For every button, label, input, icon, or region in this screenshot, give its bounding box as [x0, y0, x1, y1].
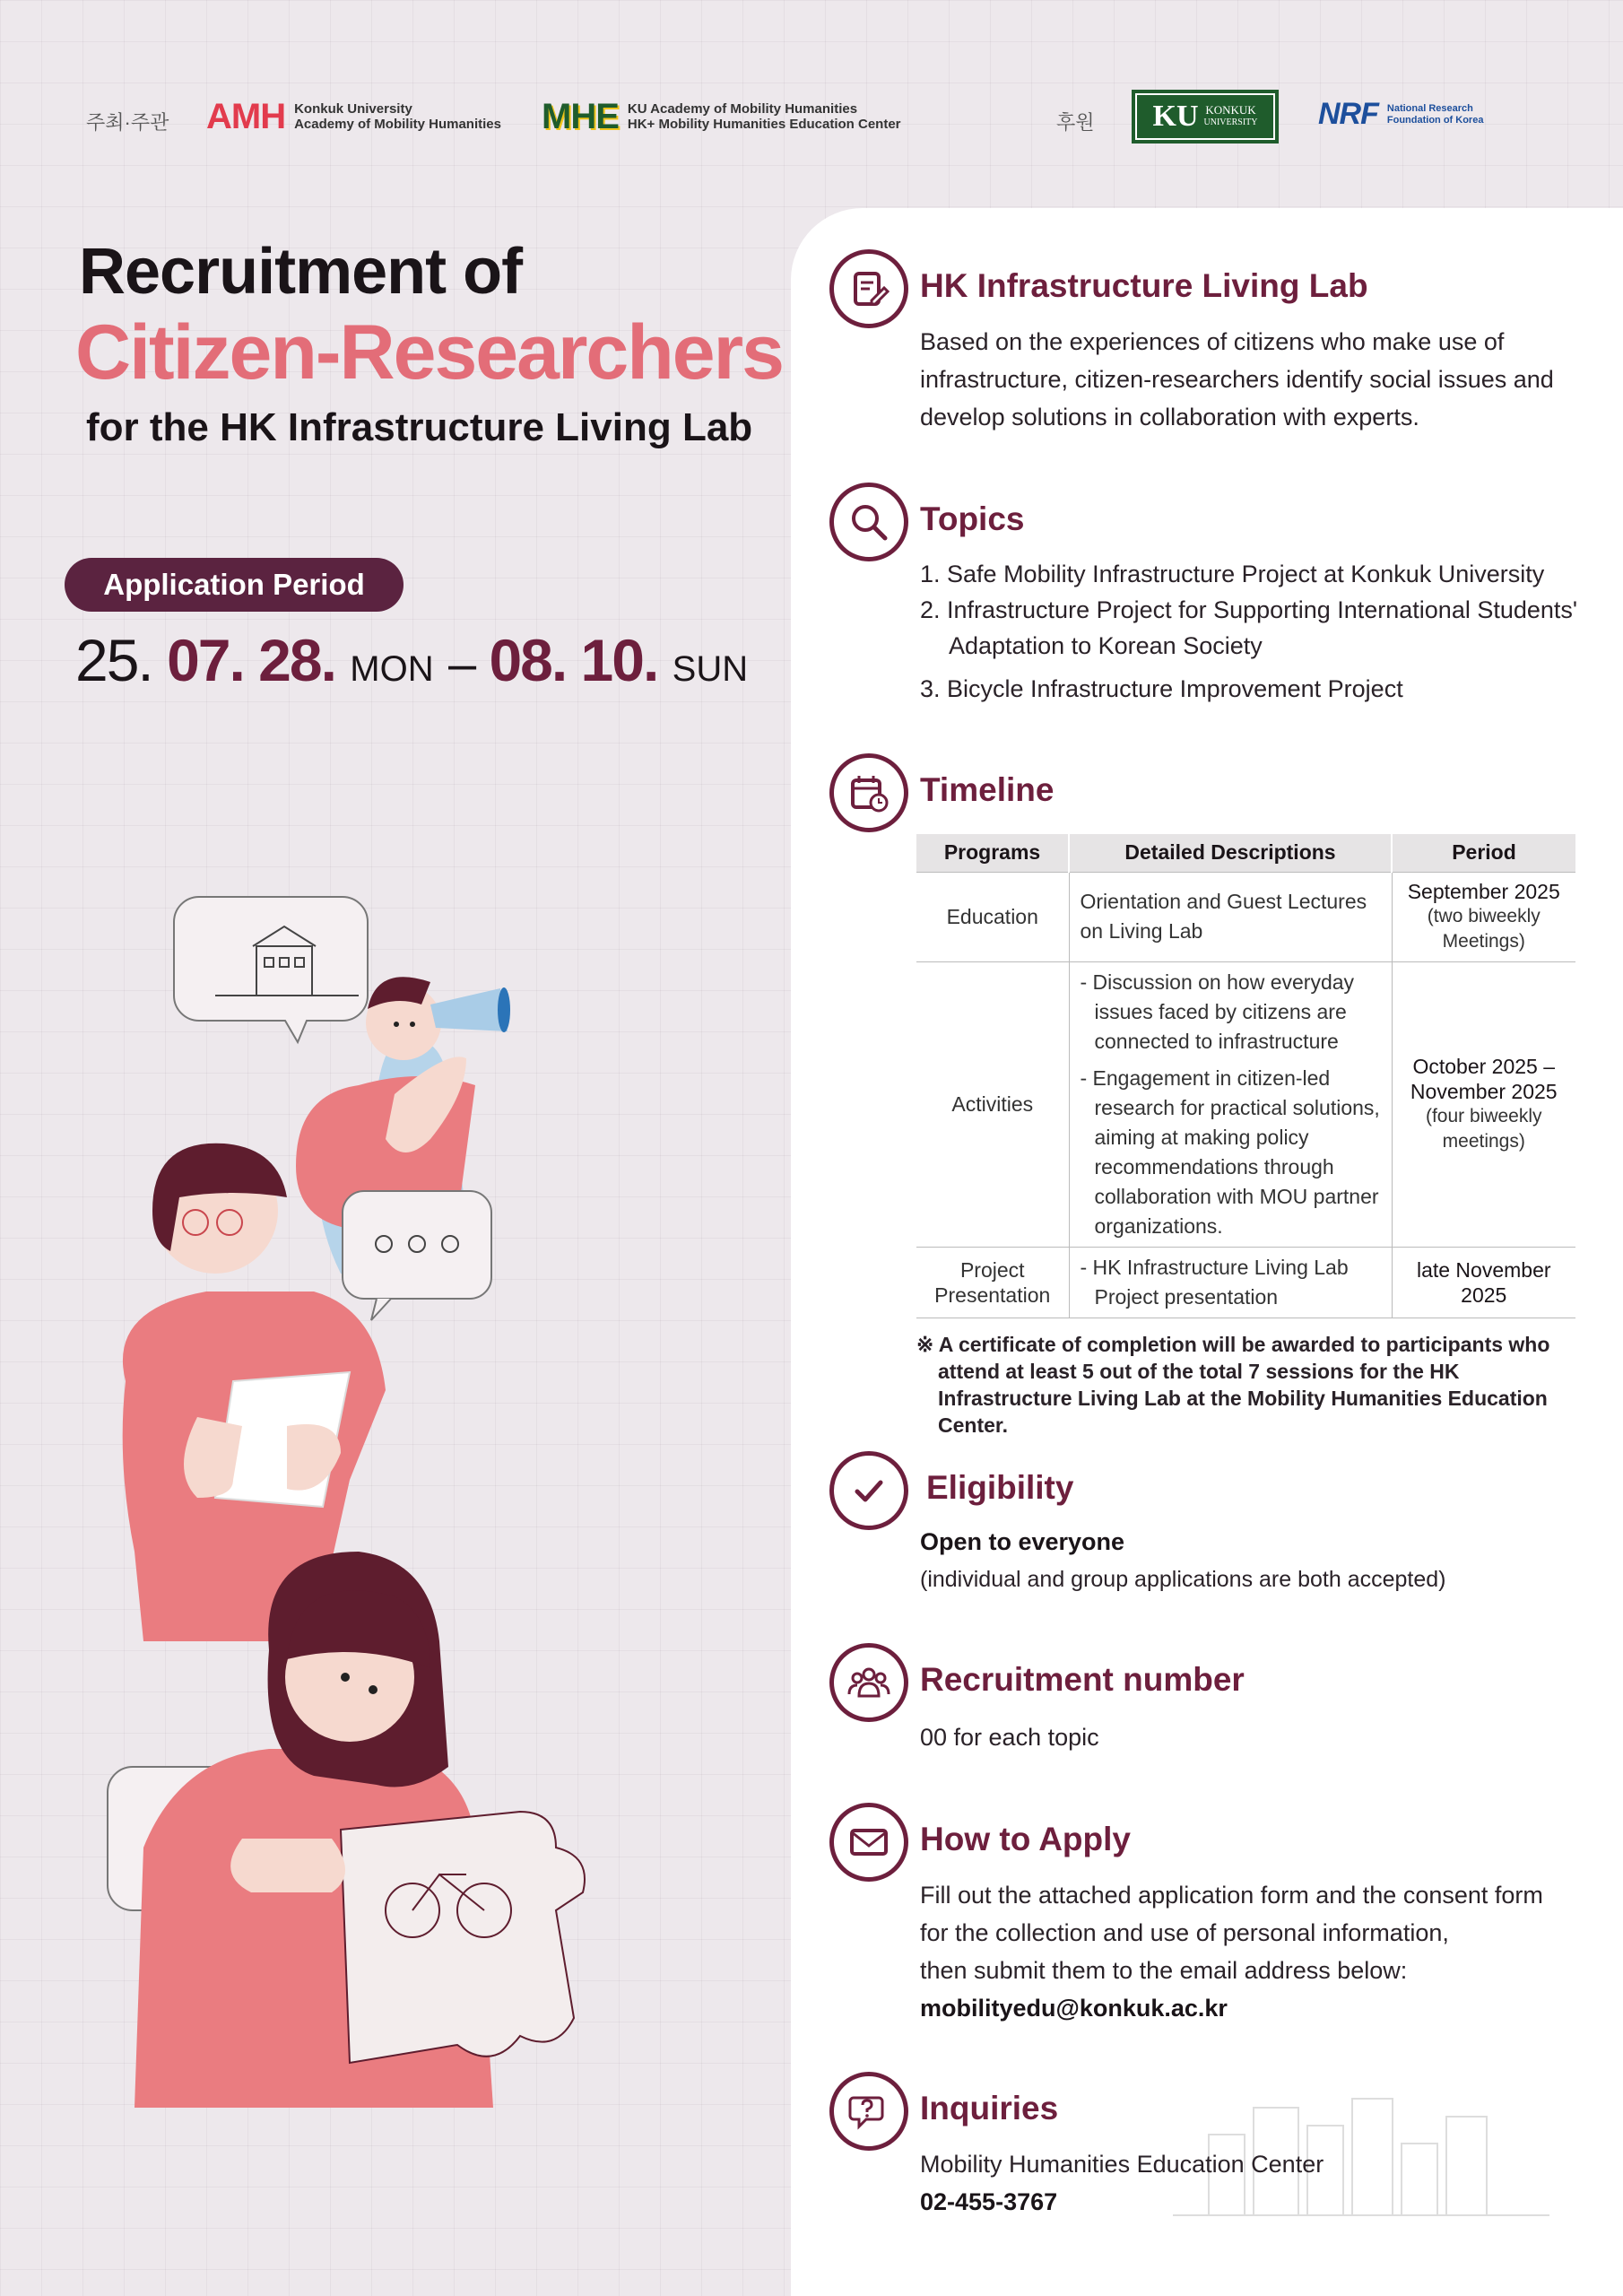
eligibility-main: Open to everyone	[920, 1528, 1125, 1555]
table-row	[916, 872, 1575, 961]
ku-text-1: KONKUK	[1205, 103, 1256, 117]
date-separator: –	[447, 635, 475, 691]
topic-item: Adaptation to Korean Society	[949, 632, 1263, 659]
apply-heading: How to Apply	[920, 1821, 1131, 1857]
table-row	[916, 961, 1575, 1247]
amh-text-2: Academy of Mobility Humanities	[294, 117, 501, 132]
group-people-icon	[829, 1643, 908, 1722]
period-sub: (two biweekly Meetings)	[1427, 906, 1541, 952]
ku-logo-mark: KU	[1152, 100, 1199, 133]
living-lab-line: infrastructure, citizen-researchers identify social issues and	[920, 366, 1554, 393]
inquiries-org: Mobility Humanities Education Center	[920, 2151, 1324, 2178]
amh-logo	[206, 99, 501, 135]
building-bubble-icon	[174, 897, 368, 1042]
period-cell	[1392, 872, 1575, 961]
period-main: late November 2025	[1416, 1257, 1551, 1307]
eligibility-heading: Eligibility	[926, 1469, 1074, 1506]
title-line-2: Citizen-Researchers	[75, 309, 783, 396]
eligibility-text	[920, 1523, 1446, 1598]
program-cell: Project Presentation	[916, 1247, 1069, 1318]
description-text: Orientation and Guest Lectures on Living Lab	[1080, 890, 1367, 943]
inquiries-heading: Inquiries	[920, 2090, 1059, 2126]
nrf-logo	[1318, 97, 1483, 132]
table-header-row	[916, 834, 1575, 872]
topic-item: 1. Safe Mobility Infrastructure Project at Konkuk University	[920, 561, 1545, 587]
description-cell	[1069, 1247, 1392, 1318]
apply-email-link[interactable]: mobilityedu@konkuk.ac.kr	[920, 1995, 1228, 2022]
envelope-icon	[829, 1803, 908, 1882]
apply-instructions	[920, 1876, 1543, 2027]
ku-text-2: UNIVERSITY	[1203, 117, 1258, 127]
period-cell	[1392, 961, 1575, 1247]
document-edit-icon	[829, 249, 908, 328]
living-lab-heading: HK Infrastructure Living Lab	[920, 267, 1368, 304]
living-lab-line: develop solutions in collaboration with experts.	[920, 404, 1419, 430]
title-line-1: Recruitment of	[79, 236, 523, 308]
question-chat-icon	[829, 2072, 908, 2151]
period-cell	[1392, 1247, 1575, 1318]
ku-logo	[1132, 90, 1279, 144]
amh-logo-mark: AMH	[206, 97, 286, 136]
nrf-text-1: National Research	[1386, 102, 1473, 114]
description-cell	[1069, 961, 1392, 1247]
description-text: - Discussion on how everyday issues faced by citizens are connected to infrastructure	[1080, 970, 1355, 1053]
application-period-badge: Application Period	[65, 558, 404, 612]
column-header: Programs	[916, 834, 1069, 872]
title-line-3: for the HK Infrastructure Living Lab	[86, 405, 753, 449]
topic-item: 3. Bicycle Infrastructure Improvement Project	[920, 675, 1403, 702]
host-label: 주최·주관	[86, 111, 169, 134]
date-year: 25.	[75, 627, 152, 693]
description-cell	[1069, 872, 1392, 961]
topics-list	[920, 556, 1577, 707]
calendar-clock-icon	[829, 753, 908, 832]
certificate-note: ※ A certificate of completion will be awarded to participants who attend at least 5 out of the total 7 sessions for the HK Infrastructure Living Lab at the Mobility Humanities Education Center.	[916, 1333, 1550, 1437]
ellipsis-bubble-icon	[343, 1191, 491, 1320]
inquiries-phone[interactable]: 02-455-3767	[920, 2188, 1058, 2215]
nrf-logo-mark: NRF	[1318, 97, 1378, 131]
mhe-text-1: KU Academy of Mobility Humanities	[627, 101, 858, 117]
topics-heading: Topics	[920, 500, 1025, 537]
nrf-text-2: Foundation of Korea	[1386, 114, 1484, 126]
apply-line: Fill out the attached application form and the consent form	[920, 1882, 1543, 1909]
living-lab-line: Based on the experiences of citizens who make use of	[920, 328, 1505, 355]
program-cell: Education	[916, 872, 1069, 961]
period-sub: (four biweekly meetings)	[1425, 1106, 1542, 1152]
sponsor-label: 후원	[1056, 111, 1095, 134]
recruitment-text: 00 for each topic	[920, 1724, 1099, 1751]
eligibility-sub: (individual and group applications are both accepted)	[920, 1567, 1446, 1592]
date-end: 08. 10.	[489, 627, 658, 693]
citizens-illustration	[90, 879, 735, 2152]
column-header: Period	[1392, 834, 1575, 872]
table-row	[916, 1247, 1575, 1318]
period-main: September 2025	[1407, 880, 1560, 903]
magnifier-icon	[829, 483, 908, 561]
topic-item: 2. Infrastructure Project for Supporting International Students'	[920, 596, 1578, 623]
mhe-text-2: HK+ Mobility Humanities Education Center	[627, 117, 901, 132]
living-lab-description	[920, 323, 1554, 436]
timeline-table	[916, 834, 1575, 1318]
application-dates	[75, 626, 748, 694]
recruitment-heading: Recruitment number	[920, 1661, 1245, 1698]
checkmark-icon	[829, 1451, 908, 1530]
amh-text-1: Konkuk University	[294, 101, 412, 117]
inquiries-text	[920, 2145, 1324, 2221]
timeline-heading: Timeline	[920, 771, 1055, 808]
date-end-day: SUN	[672, 649, 749, 689]
apply-line: for the collection and use of personal information,	[920, 1919, 1449, 1946]
date-start: 07. 28.	[167, 627, 335, 693]
date-start-day: MON	[350, 649, 434, 689]
mhe-logo	[542, 99, 901, 135]
mhe-logo-mark: MHE	[542, 97, 619, 136]
description-text: - Engagement in citizen-led research for practical solutions, aiming at making policy recommendations through collaboration with MOU partner organizations.	[1080, 1065, 1380, 1238]
description-text: - HK Infrastructure Living Lab Project presentation	[1080, 1255, 1349, 1309]
program-cell: Activities	[916, 961, 1069, 1247]
period-main: October 2025 – November 2025	[1410, 1055, 1558, 1103]
header-logos	[0, 90, 1623, 152]
apply-line: then submit them to the email address below:	[920, 1957, 1408, 1984]
column-header: Detailed Descriptions	[1069, 834, 1392, 872]
